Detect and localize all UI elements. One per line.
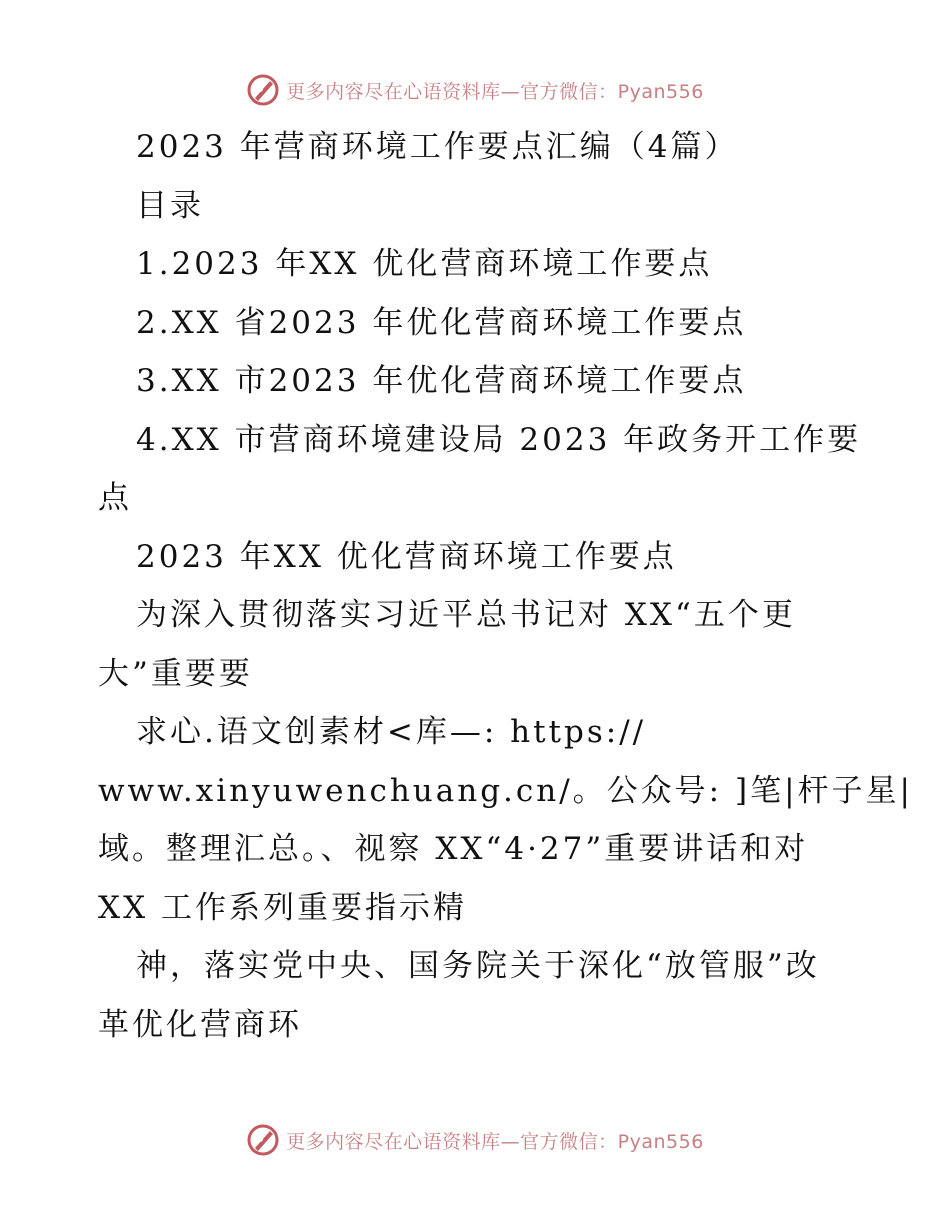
text-line: 目录 bbox=[136, 187, 204, 224]
text-line: www.xinyuwenchuang.cn/。公众号: ]笔|杆子星| bbox=[98, 772, 913, 809]
text-line: 1.2023 年XX 优化营商环境工作要点 bbox=[136, 246, 713, 282]
text-line: 2023 年营商环境工作要点汇编（4篇） bbox=[136, 129, 739, 165]
text-line: 点 bbox=[98, 480, 132, 516]
pen-logo-icon bbox=[246, 73, 280, 107]
text-line: 2.XX 省2023 年优化营商环境工作要点 bbox=[136, 304, 747, 341]
text-line: 为深入贯彻落实习近平总书记对 XX“五个更 bbox=[136, 597, 796, 633]
pen-logo-icon bbox=[246, 1123, 280, 1157]
text-line: XX 工作系列重要指示精 bbox=[98, 889, 467, 926]
footer-watermark bbox=[0, 1120, 950, 1160]
text-line: 革优化营商环 bbox=[98, 1006, 302, 1043]
document-body bbox=[98, 118, 913, 1054]
text-line: 3.XX 市2023 年优化营商环境工作要点 bbox=[136, 363, 747, 399]
text-line: 域。整理汇总。、视察 XX“4·27”重要讲话和对 bbox=[98, 831, 809, 867]
text-line: 求心.语文创素材<库—: https:// bbox=[136, 714, 647, 750]
text-line: 大”重要要 bbox=[98, 655, 253, 692]
text-line: 神，落实党中央、国务院关于深化“放管服”改 bbox=[136, 948, 820, 984]
watermark-text: 更多内容尽在心语资料库—官方微信：Pyan556 bbox=[286, 80, 704, 103]
header-watermark bbox=[0, 70, 950, 110]
text-line: 4.XX 市营商环境建设局 2023 年政务开工作要 bbox=[136, 421, 862, 458]
text-line: 2023 年XX 优化营商环境工作要点 bbox=[136, 538, 677, 575]
watermark-text: 更多内容尽在心语资料库—官方微信：Pyan556 bbox=[286, 1130, 704, 1153]
